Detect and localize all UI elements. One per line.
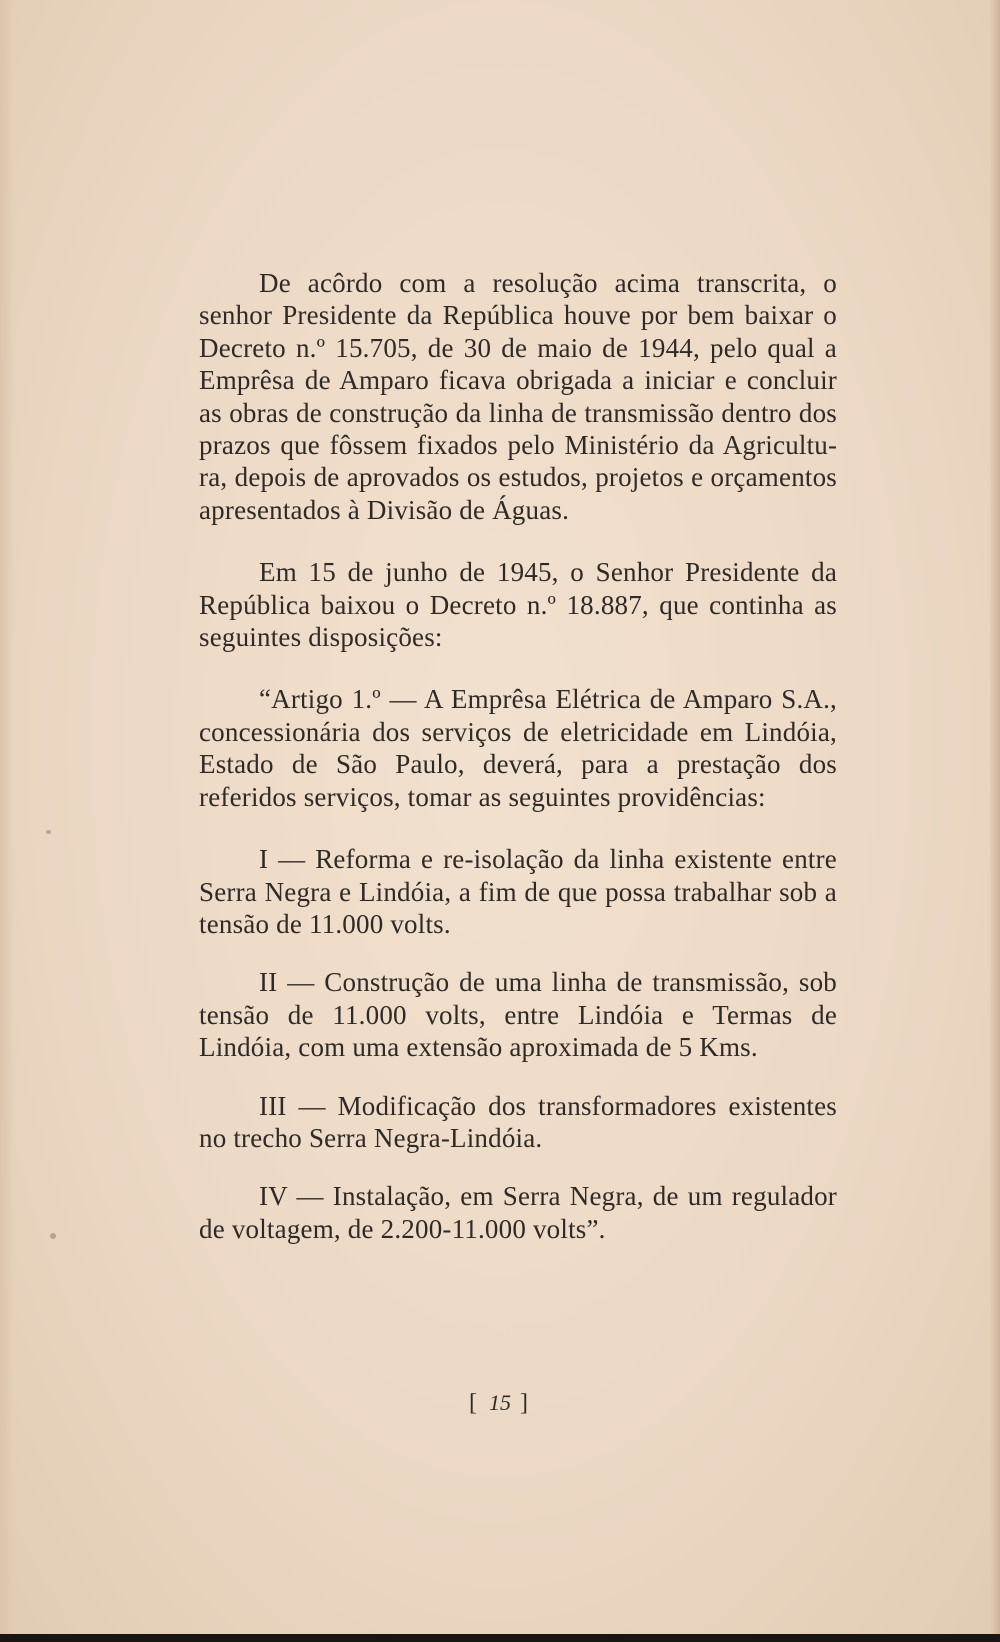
provision-item-ii: II — Construção de uma linha de transmissão, sob tensão de 11.000 volts, entre Lindóia e Termas de Lindóia, com uma extensão aproximada de 5 Kms. (199, 967, 837, 1063)
provision-item-iv: IV — Instalação, em Serra Negra, de um regulador de voltagem, de 2.200-11.000 volts”. (199, 1181, 837, 1244)
paper-speck (46, 830, 51, 834)
paragraph-decree-18887: Em 15 de junho de 1945, o Senhor Presidente da República baixou o Decreto n.º 18.887, que continha as seguintes disposições: (199, 557, 837, 653)
provision-item-i: I — Reforma e re-isolação da linha existente entre Serra Negra e Lindóia, a fim de que possa trabalhar sob a tensão de 11.000 volts. (199, 844, 837, 939)
folio-bracket-close: ] (520, 1390, 531, 1416)
scan-bottom-edge (0, 1634, 1000, 1642)
paper-speck (50, 1233, 56, 1239)
paragraph-decree-15705: De acôrdo com a resolução acima transcrita, o senhor Presidente da República houve por bem baixar o Decreto n.º 15.705, de 30 de maio de 1944, pelo qual a Emprêsa de Amparo ficava obrigada a iniciar e concluir as obras de construção da linha de transmissão dentro dos prazos que fôssem fixados pelo Ministério da Agricultura, depois de aprovados os estudos, projetos e orçamentos apresentados à Divisão de Águas. (199, 268, 837, 525)
provision-item-iii: III — Modificação dos transformadores existentes no trecho Serra Negra-Lindóia. (199, 1090, 837, 1153)
folio-number: 15 (489, 1390, 511, 1415)
folio-bracket-open: [ (469, 1390, 480, 1416)
page-number (0, 1390, 1000, 1417)
paragraph-article-1: “Artigo 1.º — A Emprêsa Elétrica de Amparo S.A., concessionária dos serviços de eletricidade em Lindóia, Estado de São Paulo, deverá, para a prestação dos referidos serviços, tomar as seguintes providências: (199, 684, 837, 812)
body-text (199, 267, 837, 1271)
